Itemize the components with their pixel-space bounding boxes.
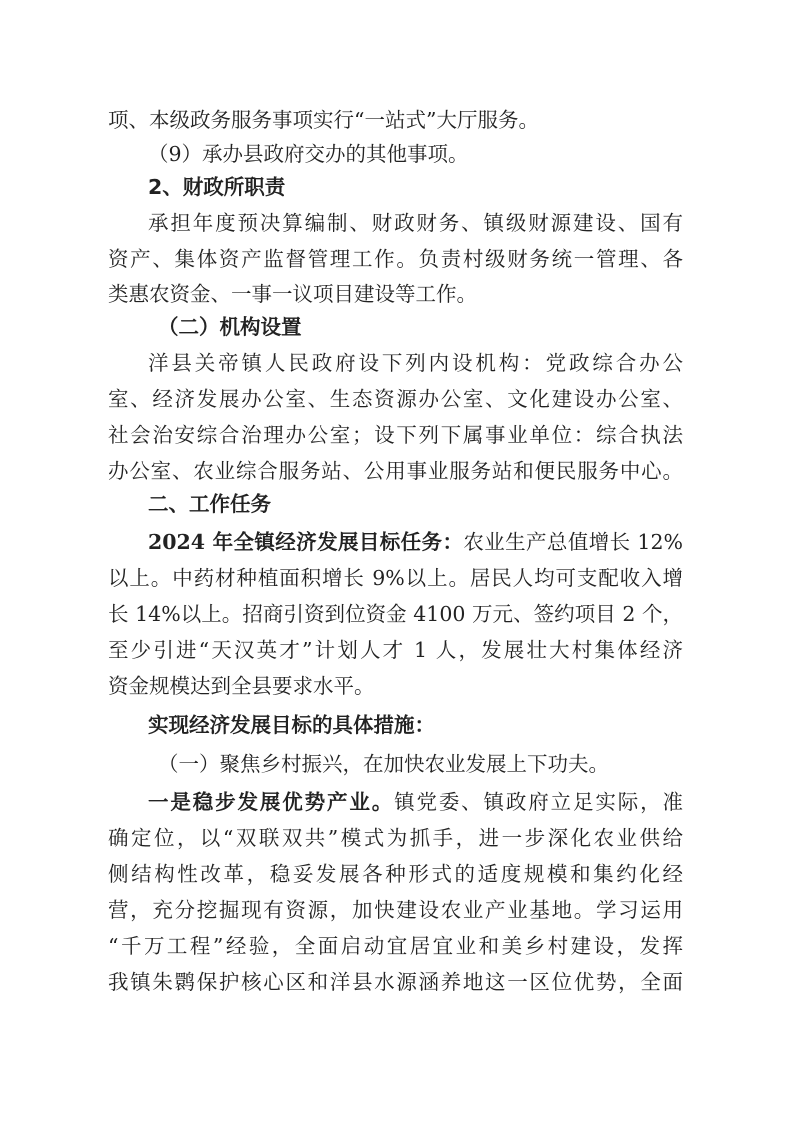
paragraph-line: （9）承办县政府交办的其他事项。 bbox=[148, 142, 469, 166]
section-heading: 2、财政所职责 bbox=[148, 175, 286, 199]
paragraph-line: 资产、集体资产监督管理工作。负责村级财务统一管理、各 bbox=[108, 247, 683, 271]
paragraph-line: 以上。中药材种植面积增长 9%以上。居民人均可支配收入增 bbox=[108, 566, 683, 590]
paragraph-line: 确定位，以“双联双共”模式为抓手，进一步深化农业供给 bbox=[108, 826, 683, 850]
paragraph-line: 社会治安综合治理办公室；设下列下属事业单位：综合执法 bbox=[108, 423, 683, 447]
paragraph-line: 长 14%以上。招商引资到位资金 4100 万元、签约项目 2 个， bbox=[108, 602, 683, 626]
paragraph-line: 至少引进“天汉英才”计划人才 1 人，发展壮大村集体经济 bbox=[108, 638, 683, 662]
section-heading: 实现经济发展目标的具体措施： bbox=[148, 713, 435, 737]
paragraph-line: 一是稳步发展优势产业。镇党委、镇政府立足实际，准 bbox=[148, 790, 684, 814]
bold-lead-text: 一是稳步发展优势产业。 bbox=[148, 790, 395, 814]
paragraph-line: 室、经济发展办公室、生态资源办公室、文化建设办公室、 bbox=[108, 387, 683, 411]
bold-lead-text: 2024 年全镇经济发展目标任务： bbox=[148, 530, 464, 554]
paragraph-line: 侧结构性改革，稳妥发展各种形式的适度规模和集约化经 bbox=[108, 862, 683, 886]
paragraph-line: 类惠农资金、一事一议项目建设等工作。 bbox=[108, 282, 477, 306]
paragraph-line: 2024 年全镇经济发展目标任务：农业生产总值增长 12% bbox=[148, 530, 683, 554]
section-heading: （二）机构设置 bbox=[158, 315, 302, 339]
paragraph-line: 我镇朱鹮保护核心区和洋县水源涵养地这一区位优势，全面 bbox=[108, 970, 683, 994]
paragraph-line: 营，充分挖掘现有资源，加快建设农业产业基地。学习运用 bbox=[108, 898, 683, 922]
paragraph-line: “千万工程”经验，全面启动宜居宜业和美乡村建设，发挥 bbox=[108, 934, 683, 958]
paragraph-line: 办公室、农业综合服务站、公用事业服务站和便民服务中心。 bbox=[108, 459, 683, 483]
section-heading: 二、工作任务 bbox=[148, 492, 271, 516]
paragraph-line: 资金规模达到全县要求水平。 bbox=[108, 674, 375, 698]
paragraph-line: 洋县关帝镇人民政府设下列内设机构：党政综合办公 bbox=[148, 351, 683, 375]
paragraph-line: 项、本级政务服务事项实行“一站式”大厅服务。 bbox=[108, 108, 539, 132]
paragraph-line: 承担年度预决算编制、财政财务、镇级财源建设、国有 bbox=[148, 211, 683, 235]
paragraph-line: （一）聚焦乡村振兴，在加快农业发展上下功夫。 bbox=[158, 752, 609, 776]
